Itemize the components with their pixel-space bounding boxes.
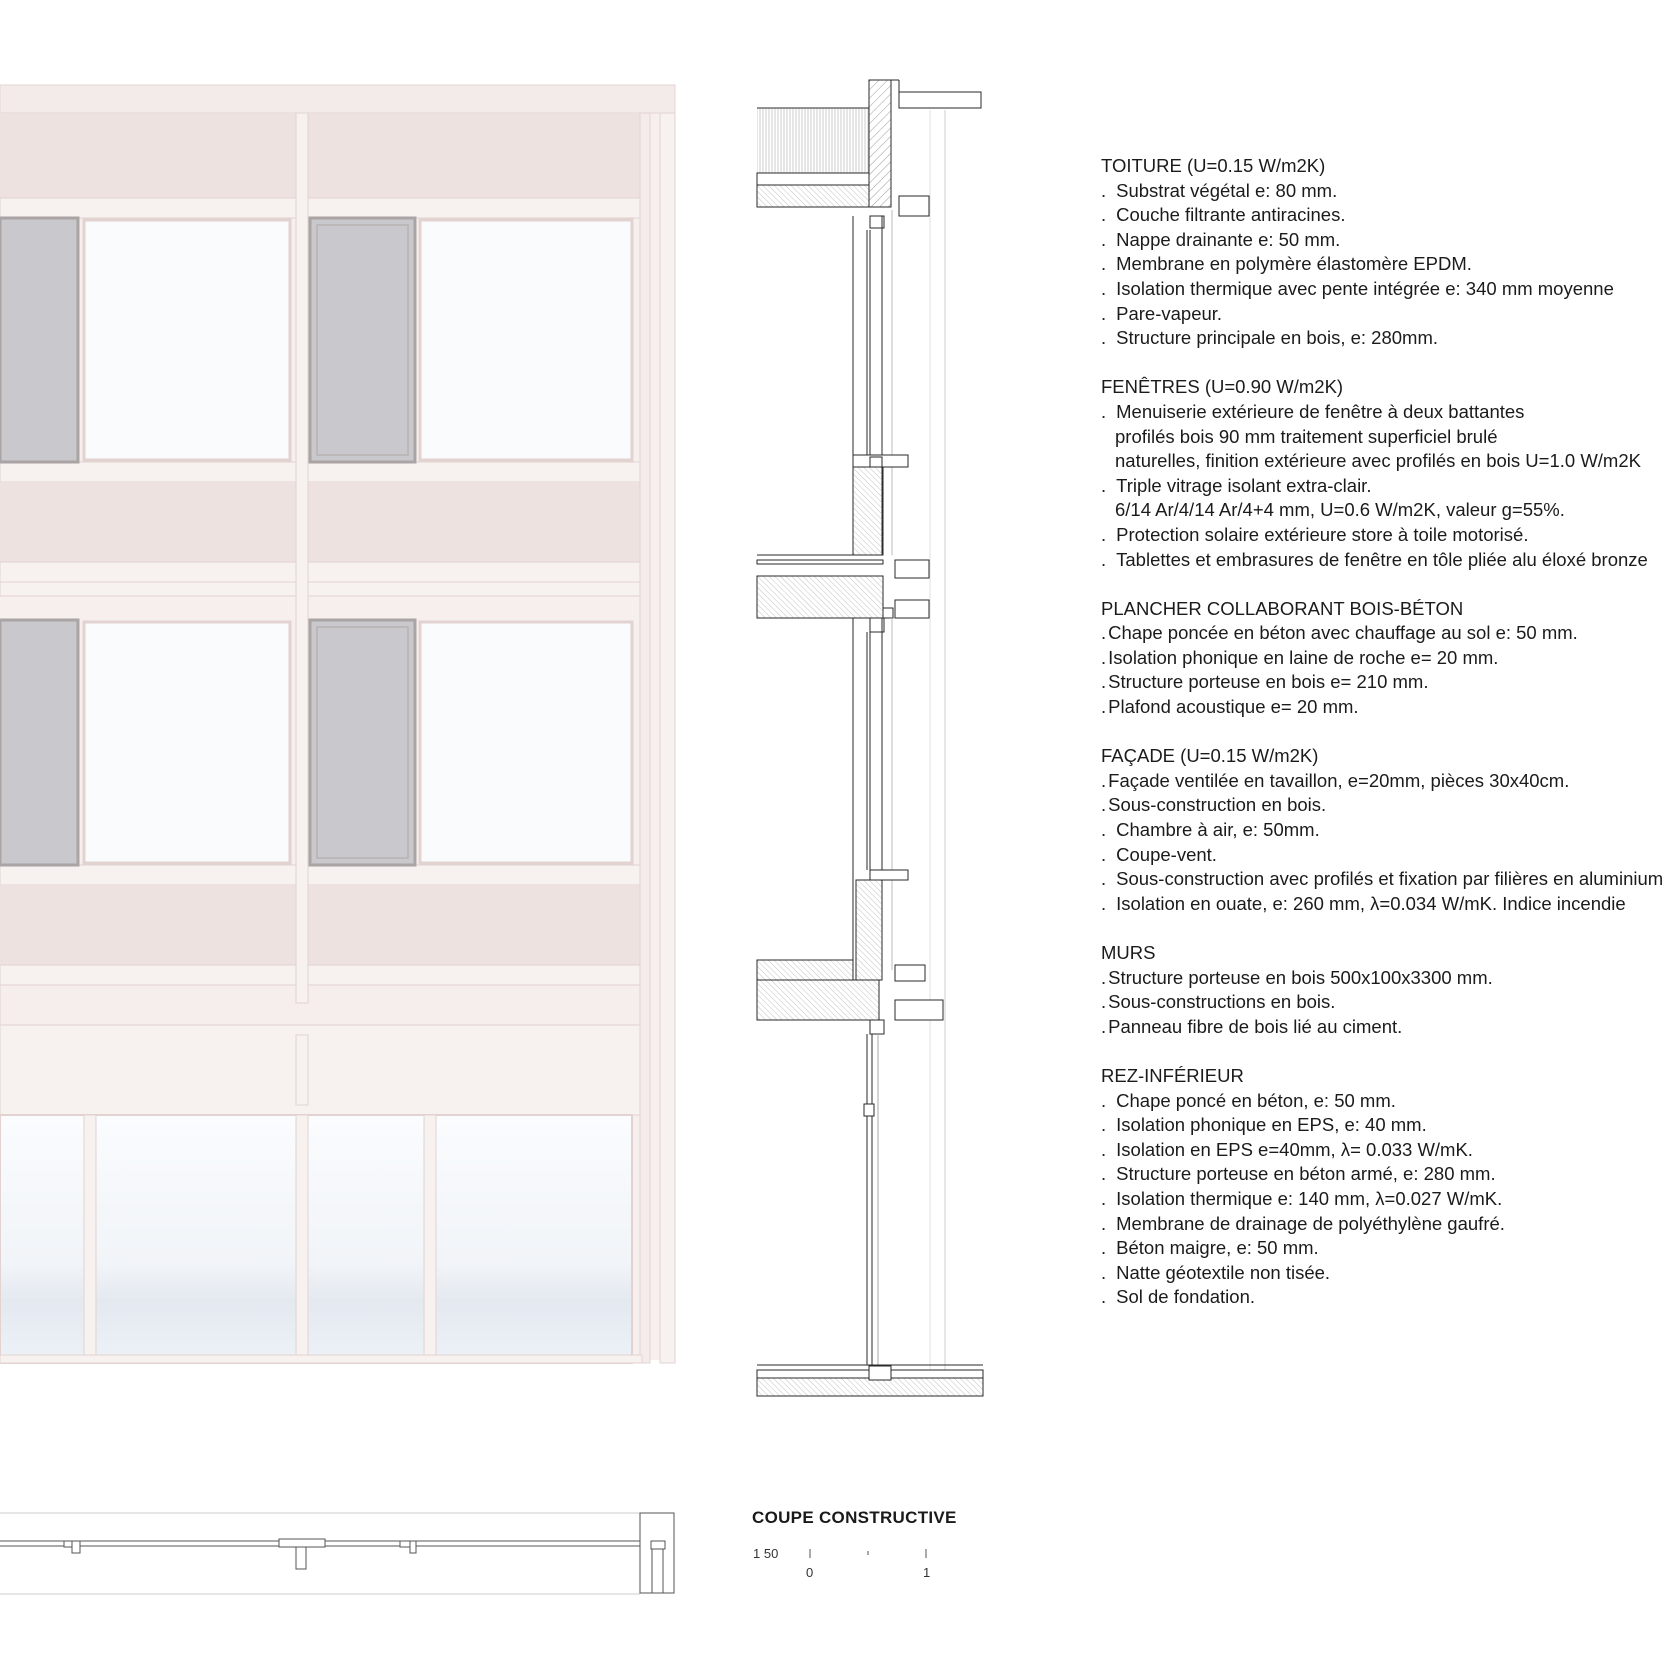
- spec-item-text: profilés bois 90 mm traitement superficiel brulé: [1115, 425, 1498, 447]
- plan-strip: [0, 1513, 674, 1594]
- spec-section: [1101, 941, 1667, 1039]
- spec-item-text: Isolation en EPS e=40mm, λ= 0.033 W/mK.: [1116, 1138, 1473, 1160]
- bullet-dot: .: [1101, 1187, 1107, 1209]
- scale-tick-1: 1: [923, 1565, 931, 1580]
- drawing-title: COUPE CONSTRUCTIVE: [752, 1508, 957, 1527]
- spec-item-text: Façade ventilée en tavaillon, e=20mm, pièces 30x40cm.: [1108, 769, 1570, 791]
- window-pane: [420, 622, 632, 863]
- spec-item-text: Sous-construction en bois.: [1108, 794, 1327, 816]
- spec-item-text: Plafond acoustique e= 20 mm.: [1108, 696, 1359, 718]
- spec-section-title: TOITURE (U=0.15 W/m2K): [1101, 155, 1326, 176]
- bullet-dot: .: [1101, 646, 1107, 668]
- spec-item-text: Structure porteuse en bois 500x100x3300 mm.: [1108, 966, 1493, 988]
- title-block: [752, 1508, 957, 1528]
- spec-item: [1101, 203, 1667, 228]
- scale-tick-0: 0: [806, 1565, 814, 1580]
- parapet: [869, 80, 891, 207]
- bullet-dot: .: [1101, 327, 1107, 349]
- spec-item-text: Pare-vapeur.: [1116, 302, 1223, 324]
- spec-item-text: Menuiserie extérieure de fenêtre à deux battantes: [1116, 400, 1525, 422]
- spec-item-text: Structure porteuse en béton armé, e: 280 mm.: [1116, 1163, 1496, 1185]
- spec-item-text: Structure porteuse en bois e= 210 mm.: [1108, 671, 1429, 693]
- bullet-dot: .: [1101, 769, 1107, 791]
- bullet-dot: .: [1101, 696, 1107, 718]
- bullet-dot: .: [1101, 1114, 1107, 1136]
- spec-item: [1101, 670, 1667, 695]
- window-pane: [84, 622, 290, 863]
- spec-item: [1101, 252, 1667, 277]
- spec-item-text: Béton maigre, e: 50 mm.: [1116, 1237, 1319, 1259]
- spec-item: [1101, 1261, 1667, 1286]
- bullet-dot: .: [1101, 622, 1107, 644]
- facade-elevation: [0, 85, 675, 1363]
- bullet-dot: .: [1101, 991, 1107, 1013]
- spec-item-text: Chambre à air, e: 50mm.: [1116, 819, 1320, 841]
- spec-item-text: Isolation phonique en laine de roche e= 20 mm.: [1108, 646, 1499, 668]
- bullet-dot: .: [1101, 1212, 1107, 1234]
- bullet-dot: .: [1101, 400, 1107, 422]
- spec-item-text: Protection solaire extérieure store à toile motorisé.: [1116, 523, 1529, 545]
- bullet-dot: .: [1101, 794, 1107, 816]
- spec-item: [1101, 843, 1667, 868]
- bullet-dot: .: [1101, 548, 1107, 570]
- spec-item-text: Chape poncé en béton, e: 50 mm.: [1116, 1089, 1396, 1111]
- spec-item-text: Couche filtrante antiracines.: [1116, 204, 1346, 226]
- spec-item: [1101, 1162, 1667, 1187]
- bullet-dot: .: [1101, 1163, 1107, 1185]
- bullet-dot: .: [1101, 868, 1107, 890]
- spec-item: [1101, 646, 1667, 671]
- spec-section-title: FENÊTRES (U=0.90 W/m2K): [1101, 376, 1344, 398]
- bullet-dot: .: [1101, 523, 1107, 545]
- spec-item-text: Sol de fondation.: [1116, 1286, 1255, 1308]
- spec-item-text: Chape poncée en béton avec chauffage au sol e: 50 mm.: [1108, 622, 1578, 644]
- spec-item-text: 6/14 Ar/4/14 Ar/4+4 mm, U=0.6 W/m2K, valeur g=55%.: [1115, 499, 1565, 521]
- spec-item-text: Nappe drainante e: 50 mm.: [1116, 228, 1341, 250]
- spec-item: [1101, 1285, 1667, 1310]
- spec-item-text: Membrane en polymère élastomère EPDM.: [1116, 253, 1472, 275]
- bullet-dot: .: [1101, 253, 1107, 275]
- spec-section: [1101, 375, 1667, 572]
- spec-item: [1101, 1138, 1667, 1163]
- specification-list: [1101, 154, 1667, 1335]
- spec-item: [1101, 425, 1667, 450]
- bullet-dot: .: [1101, 277, 1107, 299]
- bullet-dot: .: [1101, 179, 1107, 201]
- window-pane: [84, 220, 290, 460]
- spec-item: [1101, 793, 1667, 818]
- spec-section-title: MURS: [1101, 942, 1156, 963]
- spec-item: [1101, 867, 1667, 892]
- spec-item: [1101, 326, 1667, 351]
- spec-item: [1101, 179, 1667, 204]
- spec-section-title: REZ-INFÉRIEUR: [1101, 1064, 1244, 1086]
- spec-item: [1101, 1089, 1667, 1114]
- spec-section: [1101, 1064, 1667, 1310]
- bullet-dot: .: [1101, 474, 1107, 496]
- bullet-dot: .: [1101, 1138, 1107, 1160]
- bullet-dot: .: [1101, 819, 1107, 841]
- spec-item: [1101, 228, 1667, 253]
- spec-item-text: Coupe-vent.: [1116, 843, 1217, 865]
- spec-section-title: FAÇADE (U=0.15 W/m2K): [1101, 745, 1319, 767]
- spec-section: [1101, 154, 1667, 351]
- spec-item-text: Panneau fibre de bois lié au ciment.: [1108, 1015, 1403, 1037]
- scale-label: 1 50: [753, 1546, 779, 1561]
- spec-item: [1101, 523, 1667, 548]
- window-pane: [420, 220, 632, 460]
- shutter-panel: [310, 620, 415, 865]
- bullet-dot: .: [1101, 1286, 1107, 1308]
- spec-item: [1101, 818, 1667, 843]
- bullet-dot: .: [1101, 1089, 1107, 1111]
- spec-item: [1101, 695, 1667, 720]
- spec-section-title: PLANCHER COLLABORANT BOIS-BÉTON: [1101, 597, 1464, 619]
- spec-item: [1101, 277, 1667, 302]
- spec-item-text: Natte géotextile non tisée.: [1116, 1261, 1331, 1283]
- bullet-dot: .: [1101, 1261, 1107, 1283]
- scale-bar: [810, 1549, 926, 1558]
- bullet-dot: .: [1101, 671, 1107, 693]
- coping: [899, 92, 981, 108]
- spec-item: [1101, 474, 1667, 499]
- spec-item-text: Structure principale en bois, e: 280mm.: [1116, 327, 1438, 349]
- bullet-dot: .: [1101, 892, 1107, 914]
- spec-item-text: Membrane de drainage de polyéthylène gaufré.: [1116, 1212, 1505, 1234]
- spec-item: [1101, 1113, 1667, 1138]
- spec-item-text: Sous-constructions en bois.: [1108, 991, 1336, 1013]
- bullet-dot: .: [1101, 228, 1107, 250]
- spec-item-text: naturelles, finition extérieure avec profilés en bois U=1.0 W/m2K: [1115, 450, 1641, 472]
- spec-item: [1101, 769, 1667, 794]
- spec-item: [1101, 498, 1667, 523]
- bullet-dot: .: [1101, 302, 1107, 324]
- spec-item: [1101, 548, 1667, 573]
- wall-section: [757, 80, 983, 1396]
- bullet-dot: .: [1101, 1015, 1107, 1037]
- spec-item: [1101, 1187, 1667, 1212]
- bullet-dot: .: [1101, 966, 1107, 988]
- shutter-panel: [0, 218, 78, 462]
- spec-item: [1101, 621, 1667, 646]
- bullet-dot: .: [1101, 1237, 1107, 1259]
- spec-item: [1101, 966, 1667, 991]
- spec-section: [1101, 597, 1667, 720]
- bullet-dot: .: [1101, 843, 1107, 865]
- spec-item: [1101, 400, 1667, 425]
- spec-item: [1101, 1236, 1667, 1261]
- spec-item: [1101, 1015, 1667, 1040]
- bullet-dot: .: [1101, 204, 1107, 226]
- shutter-panel: [0, 620, 78, 865]
- spec-item: [1101, 302, 1667, 327]
- spec-item-text: Isolation en ouate, e: 260 mm, λ=0.034 W/mK. Indice incendie: [1116, 892, 1626, 914]
- spec-item: [1101, 892, 1667, 917]
- spec-item: [1101, 990, 1667, 1015]
- spec-item-text: Isolation thermique e: 140 mm, λ=0.027 W/mK.: [1116, 1187, 1503, 1209]
- spec-item-text: Tablettes et embrasures de fenêtre en tôle pliée alu éloxé bronze: [1116, 548, 1648, 570]
- shutter-panel: [310, 218, 415, 462]
- spec-section: [1101, 744, 1667, 916]
- spec-item-text: Substrat végétal e: 80 mm.: [1116, 179, 1338, 201]
- spec-item-text: Sous-construction avec profilés et fixation par filières en aluminium: [1116, 868, 1664, 890]
- spec-item: [1101, 449, 1667, 474]
- spec-item: [1101, 1212, 1667, 1237]
- spec-item-text: Isolation thermique avec pente intégrée e: 340 mm moyenne: [1116, 277, 1614, 299]
- spec-item-text: Isolation phonique en EPS, e: 40 mm.: [1116, 1114, 1427, 1136]
- spec-item-text: Triple vitrage isolant extra-clair.: [1116, 474, 1372, 496]
